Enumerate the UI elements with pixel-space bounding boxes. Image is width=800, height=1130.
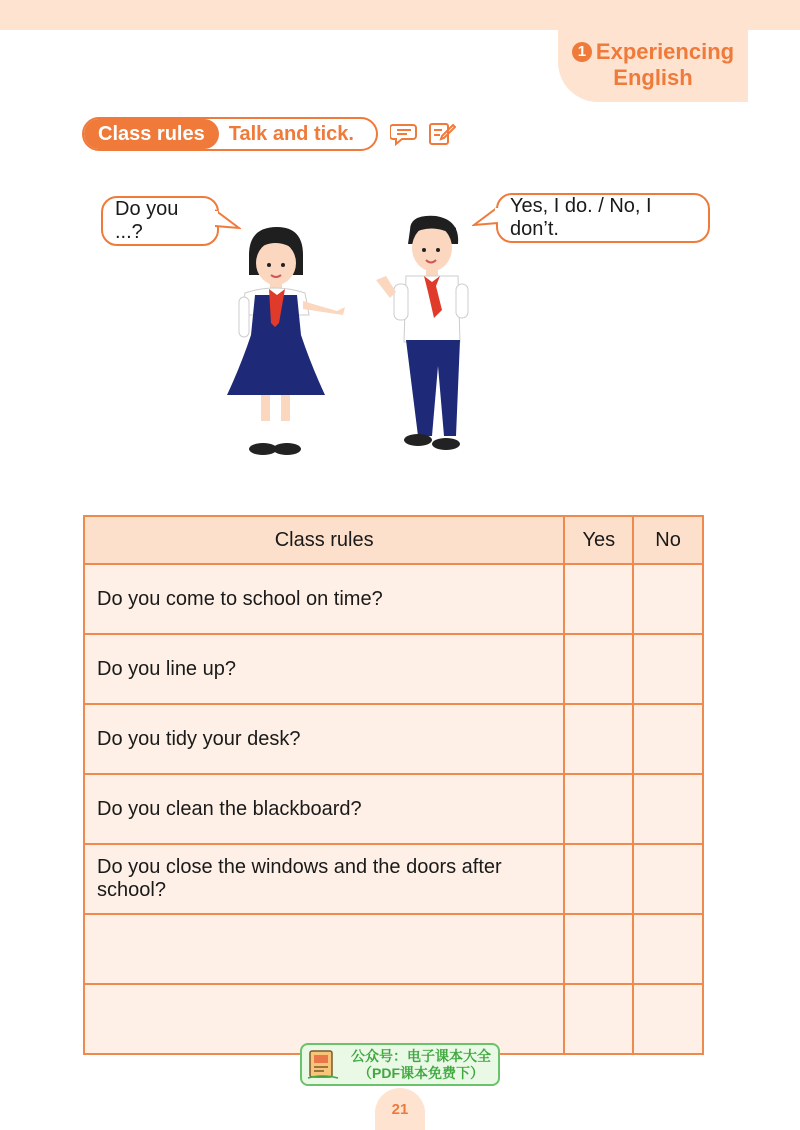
rule-text: Do you come to school on time? [84,564,564,634]
yes-tick-cell[interactable] [564,634,633,704]
rule-text: Do you line up? [84,634,564,704]
girl-question-text: Do you ...? [115,198,179,243]
unit-title-line1: Experiencing [595,39,735,64]
activity-instruction: Talk and tick. [228,122,354,145]
yes-tick-cell[interactable] [564,984,633,1054]
watermark-line1: 公众号：电子课本大全 [351,1047,491,1064]
girl-speech-bubble [101,196,219,246]
table-row [84,774,703,844]
write-icon [428,122,456,146]
activity-tag: Class rules [84,119,219,149]
top-band [0,0,800,30]
yes-tick-cell[interactable] [564,844,633,914]
table-row [84,564,703,634]
yes-tick-cell[interactable] [564,704,633,774]
table-row [84,844,703,914]
no-tick-cell[interactable] [633,984,703,1054]
boy-answer-text: Yes, I do. / No, I don’t. [510,195,652,240]
table-row [84,914,703,984]
page-number: 21 [375,1088,425,1130]
no-tick-cell[interactable] [633,564,703,634]
no-tick-cell[interactable] [633,634,703,704]
no-tick-cell[interactable] [633,844,703,914]
boy-illustration [372,212,472,462]
rule-text: Do you close the windows and the doors after school? [84,844,564,914]
watermark-text [344,1048,498,1082]
yes-tick-cell[interactable] [564,914,633,984]
rule-text: Do you tidy your desk? [84,704,564,774]
girl-illustration [225,225,350,460]
unit-title-line2: English [613,65,693,90]
unit-number-badge: 1 [572,42,592,62]
boy-speech-bubble [496,193,710,243]
no-tick-cell[interactable] [633,914,703,984]
no-tick-cell[interactable] [633,704,703,774]
rule-text: Do you clean the blackboard? [84,774,564,844]
boy-bubble-tail [472,205,498,231]
header-yes: Yes [564,516,633,564]
activity-heading [82,117,378,151]
watermark-badge [300,1043,500,1086]
yes-tick-cell[interactable] [564,564,633,634]
watermark-line2: （PDF课本免费下） [358,1064,484,1081]
table-row [84,704,703,774]
yes-tick-cell[interactable] [564,774,633,844]
table-header-row [84,516,703,564]
blank-rule-cell[interactable] [84,914,564,984]
no-tick-cell[interactable] [633,774,703,844]
table-row [84,634,703,704]
header-class-rules: Class rules [84,516,564,564]
class-rules-table [83,515,704,1055]
book-reader-icon [306,1048,340,1082]
speech-bubble-icon [390,122,418,146]
unit-tab [558,28,748,102]
header-no: No [633,516,703,564]
unit-title-row [572,39,734,65]
